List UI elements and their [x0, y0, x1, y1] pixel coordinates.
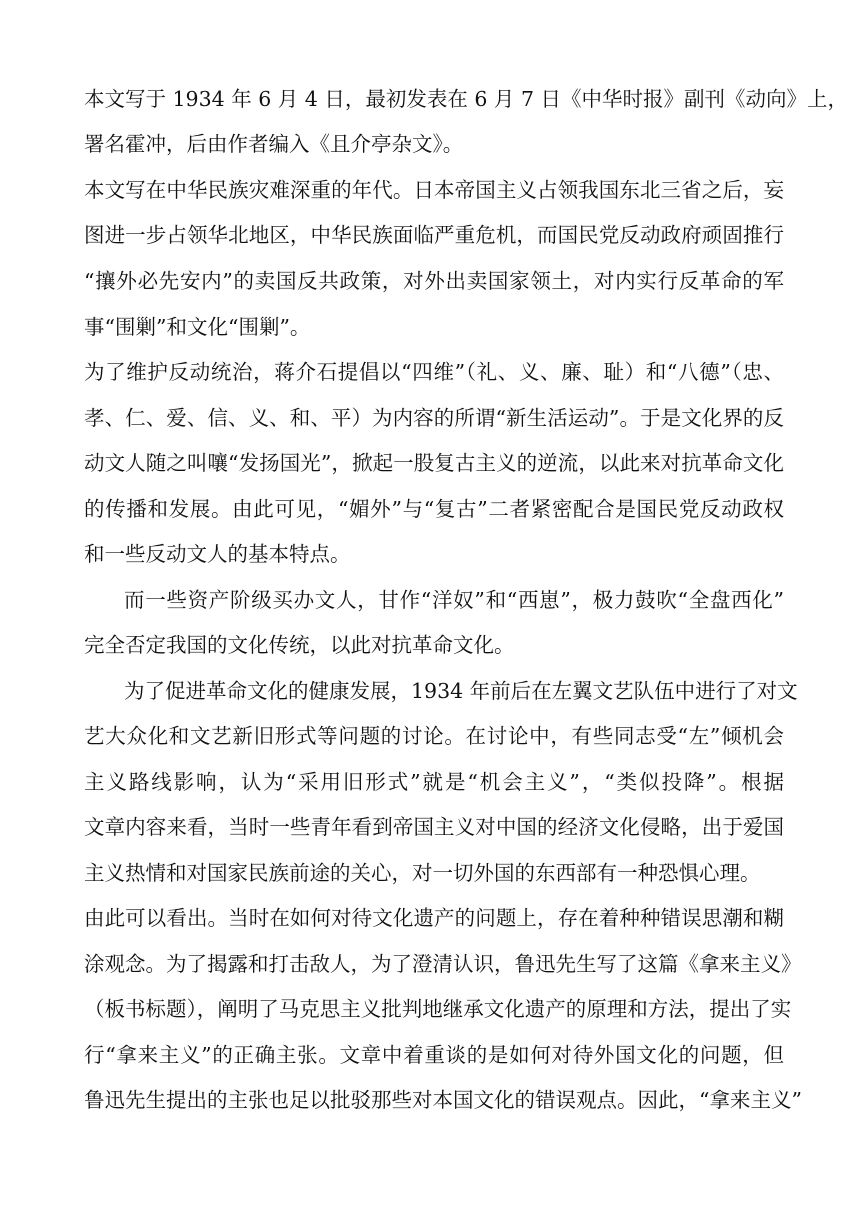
text-line: 主义路线影响，认为“采用旧形式”就是“机会主义”，“类似投降”。根据	[84, 770, 784, 794]
text-line: 事“围剿”和文化“围剿”。	[84, 315, 311, 339]
text-line: 为了维护反动统治，蒋介石提倡以“四维”（礼、义、廉、耻）和“八德”（忠、	[84, 360, 784, 384]
text-line: 本文写在中华民族灾难深重的年代。日本帝国主义占领我国东北三省之后，妄	[84, 178, 784, 202]
text-line: 本文写于 1934 年 6 月 4 日，最初发表在 6 月 7 日《中华时报》副刊《动向》上，	[84, 87, 849, 111]
text-line: 和一些反动文人的基本特点。	[84, 542, 351, 566]
text-line: 孝、仁、爱、信、义、和、平）为内容的所谓“新生活运动”。于是文化界的反	[84, 406, 784, 430]
text-line: 动文人随之叫嚷“发扬国光”，掀起一股复古主义的逆流，以此来对抗革命文化	[84, 451, 784, 475]
text-line: 鲁迅先生提出的主张也足以批驳那些对本国文化的错误观点。因此，“拿来主义”	[84, 1088, 802, 1112]
text-line: 的传播和发展。由此可见，“媚外”与“复古”二者紧密配合是国民党反动政权	[84, 497, 784, 521]
text-line: 为了促进革命文化的健康发展，1934 年前后在左翼文艺队伍中进行了对文	[124, 679, 798, 703]
text-line: 由此可以看出。当时在如何对待文化遗产的问题上，存在着种种错误思潮和糊	[84, 906, 784, 930]
text-line: “攘外必先安内”的卖国反共政策，对外出卖国家领土，对内实行反革命的军	[84, 269, 784, 293]
text-line: 文章内容来看，当时一些青年看到帝国主义对中国的经济文化侵略，出于爱国	[84, 815, 784, 839]
text-line: 主义热情和对国家民族前途的关心，对一切外国的东西部有一种恐惧心理。	[84, 861, 761, 885]
text-line: 涂观念。为了揭露和打击敌人，为了澄清认识，鲁迅先生写了这篇《拿来主义》	[84, 952, 802, 976]
text-line: 而一些资产阶级买办文人，甘作“洋奴”和“西崽”，极力鼓吹“全盘西化”	[124, 588, 784, 612]
text-line: 艺大众化和文艺新旧形式等问题的讨论。在讨论中，有些同志受“左”倾机会	[84, 724, 784, 748]
text-line: 行“拿来主义”的正确主张。文章中着重谈的是如何对待外国文化的问题，但	[84, 1043, 784, 1067]
text-line: （板书标题），阐明了马克思主义批判地继承文化遗产的原理和方法，提出了实	[84, 997, 792, 1021]
text-line: 图进一步占领华北地区，中华民族面临严重危机，而国民党反动政府顽固推行	[84, 223, 784, 247]
text-line: 署名霍冲，后由作者编入《且介亭杂文》。	[84, 132, 464, 156]
text-line: 完全否定我国的文化传统，以此对抗革命文化。	[84, 633, 515, 657]
